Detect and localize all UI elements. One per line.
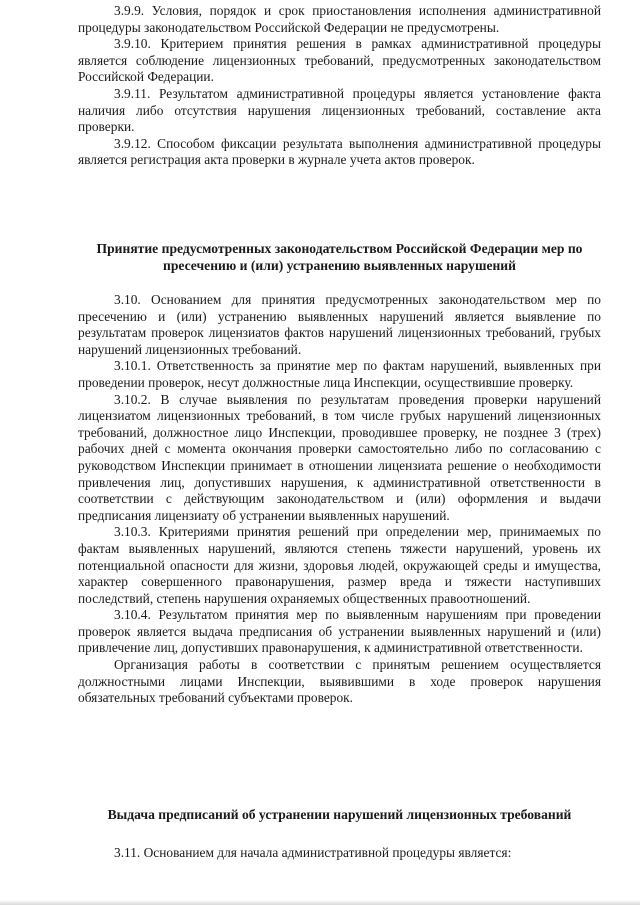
heading-issuing-orders: Выдача предписаний об устранении нарушений лицензионных требований <box>107 807 572 822</box>
paragraph-organization: Организация работы в соответствии с принятым решением осуществляется должностными лицами Инспекции, выявившими в ходе проверок нарушения обязательных требований субъектами проверок. <box>78 657 601 706</box>
paragraph-3-10-3: 3.10.3. Критериями принятия решений при определении мер, принимаемых по фактам выявленных нарушений, являются степень тяжести нарушений, уровень их потенциальной опасности для жизни, здоровья людей, окружающей среды и имущества, характер совершенного правонарушения, размер вреда и тяжести наступивших последствий, степень нарушения охраняемых общественных правоотношений. <box>78 524 601 606</box>
bottom-section <box>78 845 601 862</box>
paragraph-3-9-9: 3.9.9. Условия, порядок и срок приостановления исполнения административной процедуры законодательством Российской Федерации не предусмотрены. <box>78 3 601 35</box>
middle-section <box>78 292 601 707</box>
paragraph-3-10-1: 3.10.1. Ответственность за принятие мер по фактам нарушений, выявленных при проведении проверок, несут должностные лица Инспекции, осуществившие проверку. <box>78 358 601 390</box>
section-heading-2 <box>78 806 601 823</box>
heading-suppression-measures: Принятие предусмотренных законодательством Российской Федерации мер по пресечению и (или) устранению выявленных нарушений <box>96 241 583 273</box>
paragraph-3-9-10: 3.9.10. Критерием принятия решения в рамках административной процедуры является соблюдение лицензионных требований, предусмотренных законодательством Российской Федерации. <box>78 36 601 85</box>
section-heading-1 <box>78 240 601 274</box>
paragraph-3-10-4: 3.10.4. Результатом принятия мер по выявленным нарушениям при проведении проверок является выдача предписания об устранении выявленных нарушений и (или) привлечение лиц, допустивших правонарушения, к административной ответственности. <box>78 607 601 656</box>
paragraph-3-11: 3.11. Основанием для начала административной процедуры является: <box>114 845 512 860</box>
paragraph-3-10-2: 3.10.2. В случае выявления по результатам проведения проверки нарушений лицензиатом лицензионных требований, в том числе грубых нарушений лицензионных требований, должностное лицо Инспекции, проводившее проверку, не позднее 3 (трех) рабочих дней с момента окончания проверки самостоятельно либо по согласованию с руководством Инспекции принимает в отношении лицензиата решение о необходимости привлечения лиц, допустивших нарушения, к административной ответственности в соответствии с действующим законодательством и (или) оформления и выдачи предписания лицензиату об устранении выявленных нарушений. <box>78 391 601 523</box>
page-bottom-edge <box>0 900 640 905</box>
paragraph-3-9-11: 3.9.11. Результатом административной процедуры является установление факта наличия либо отсутствия нарушения лицензионных требований, составление акта проверки. <box>78 85 601 135</box>
paragraph-3-9-12: 3.9.12. Способом фиксации результата выполнения административной процедуры является регистрация акта проверки в журнале учета актов проверок. <box>78 135 601 168</box>
top-section <box>78 3 601 169</box>
paragraph-3-10: 3.10. Основанием для принятия предусмотренных законодательством мер по пресечению и (или) устранению выявленных нарушений является выявление по результатам проверок лицензиатов фактов нарушений лицензионных требований, грубых нарушений лицензионных требований. <box>78 292 601 357</box>
